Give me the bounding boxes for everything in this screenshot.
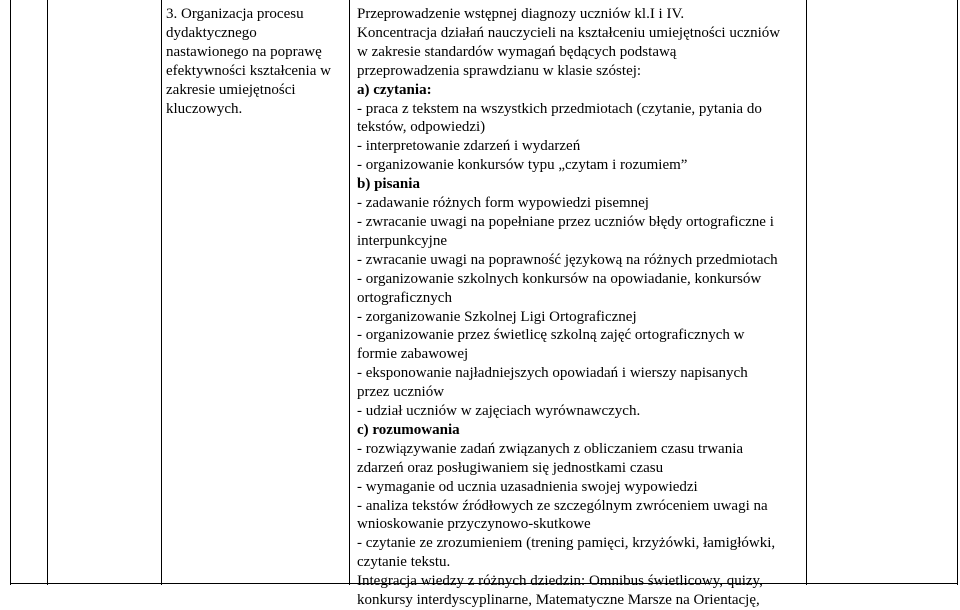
criterion-line: dydaktycznego [166,24,257,41]
section-heading: c) rozumowania [357,421,460,438]
criterion-line: kluczowych. [166,100,243,117]
table-border-col2 [161,0,162,585]
content-line: Przeprowadzenie wstępnej diagnozy uczniów kl.I i IV. [357,6,685,22]
table-border-col3 [349,0,350,585]
content-line: - wymaganie od ucznia uzasadnienia swojej wypowiedzi [357,478,698,495]
criterion-line: efektywności kształcenia w [166,62,331,79]
content-line: interpunkcyjne [357,232,447,249]
table-border-right [957,0,958,585]
content-line: - zadawanie różnych form wypowiedzi pisemnej [357,195,649,212]
content-cell [357,5,802,610]
section-heading: b) pisania [357,176,420,193]
content-line: - organizowanie konkursów typu „czytam i rozumiem” [357,157,688,174]
table-border-col1 [47,0,48,585]
content-line: - zorganizowanie Szkolnej Ligi Ortograficznej [357,308,637,325]
content-line: Koncentracja działań nauczycieli na kształceniu umiejętności uczniów [357,24,781,41]
content-line: wnioskowanie przyczynowo-skutkowe [357,516,591,533]
content-line: przeprowadzenia sprawdzianu w klasie szóstej: [357,62,642,79]
content-line: zdarzeń oraz posługiwaniem się jednostkami czasu [357,459,664,476]
content-line: konkursy interdyscyplinarne, Matematyczne Marsze na Orientację, [357,592,760,609]
content-line: formie zabawowej [357,346,469,363]
table-border-left [10,0,11,585]
content-line: - interpretowanie zdarzeń i wydarzeń [357,138,581,155]
content-line: czytanie tekstu. [357,554,451,571]
content-line: - udział uczniów w zajęciach wyrównawczych. [357,403,641,420]
content-line: - czytanie ze zrozumieniem (trening pamięci, krzyżówki, łamigłówki, [357,535,776,552]
criterion-line: nastawionego na poprawę [166,43,322,60]
content-line: - analiza tekstów źródłowych ze szczególnym zwróceniem uwagi na [357,497,768,514]
criterion-cell [166,5,346,118]
content-line: - rozwiązywanie zadań związanych z obliczaniem czasu trwania [357,440,744,457]
content-line: tekstów, odpowiedzi) [357,119,486,136]
content-line: - zwracanie uwagi na poprawność językową na różnych przedmiotach [357,251,778,268]
content-line: ortograficznych [357,289,452,306]
content-line: - eksponowanie najładniejszych opowiadań i wierszy napisanych [357,365,748,382]
section-heading: a) czytania: [357,81,432,98]
content-line: w zakresie standardów wymagań będących podstawą [357,43,677,60]
criterion-line: zakresie umiejętności [166,81,296,98]
content-line: - zwracanie uwagi na popełniane przez uczniów błędy ortograficzne i [357,213,774,230]
content-line: - praca z tekstem na wszystkich przedmiotach (czytanie, pytania do [357,100,762,117]
content-line: - organizowanie szkolnych konkursów na opowiadanie, konkursów [357,270,762,287]
content-line: Integracja wiedzy z różnych dziedzin: Omnibus świetlicowy, quizy, [357,573,763,590]
content-line: przez uczniów [357,384,445,401]
content-line: - organizowanie przez świetlicę szkolną zajęć ortograficznych w [357,327,745,344]
criterion-line: 3. Organizacja procesu [166,6,304,22]
table-border-col4 [806,0,807,585]
